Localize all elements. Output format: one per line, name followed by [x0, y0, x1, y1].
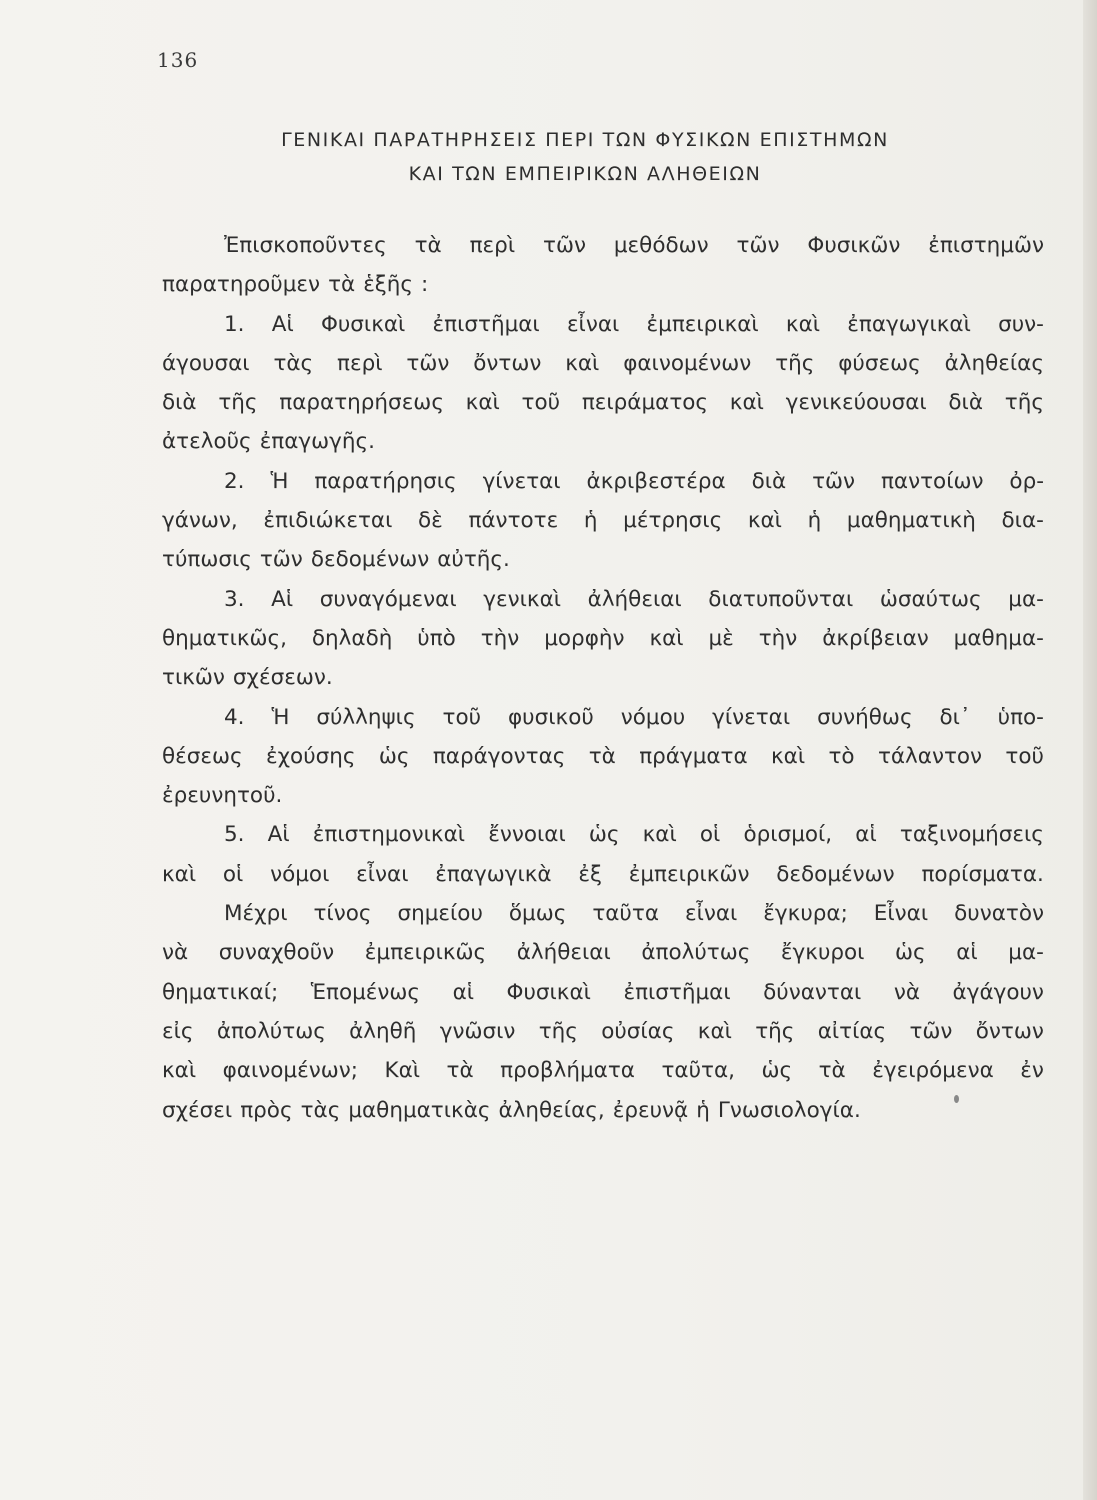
chapter-heading-line-1: ΓΕΝΙΚΑΙ ΠΑΡΑΤΗΡΗΣΕΙΣ ΠΕΡΙ ΤΩΝ ΦΥΣΙΚΩΝ ΕΠΙΣΤΗΜΩΝ — [281, 129, 889, 151]
page-number: 136 — [157, 48, 199, 72]
text-line: παρατηροῦμεν τὰ ἑξῆς : — [162, 272, 429, 298]
text-line: Ἐπισκοποῦντες τὰ περὶ τῶν μεθόδων τῶν Φυσικῶν ἐπιστημῶν — [224, 233, 1044, 258]
text-line: σχέσει πρὸς τὰς μαθηματικὰς ἀληθείας, ἐρευνᾷ ἡ Γνωσιολογία. — [162, 1097, 861, 1123]
text-line: θηματικαί; Ἑπομένως αἱ Φυσικαὶ ἐπιστῆμαι δύνανται νὰ ἀγάγουν — [162, 979, 1044, 1005]
text-line: θηματικῶς, δηλαδὴ ὑπὸ τὴν μορφὴν καὶ μὲ τὴν ἀκρίβειαν μαθημα- — [162, 625, 1044, 651]
text-line: τικῶν σχέσεων. — [162, 665, 333, 691]
chapter-heading-line-2: ΚΑΙ ΤΩΝ ΕΜΠΕΙΡΙΚΩΝ ΑΛΗΘΕΙΩΝ — [408, 163, 762, 185]
text-line: ἀτελοῦς ἐπαγωγῆς. — [162, 429, 375, 455]
text-line: νὰ συναχθοῦν ἐμπειρικῶς ἀλήθειαι ἀπολύτως ἔγκυροι ὡς αἱ μα- — [162, 940, 1044, 966]
body-text — [162, 226, 1044, 1130]
text-line: γάνων, ἐπιδιώκεται δὲ πάντοτε ἡ μέτρησις καὶ ἡ μαθηματικὴ δια- — [162, 508, 1044, 534]
text-line: 1. Αἱ Φυσικαὶ ἐπιστῆμαι εἶναι ἐμπειρικαὶ καὶ ἐπαγωγικαὶ συν- — [224, 311, 1044, 337]
text-line: καὶ φαινομένων; Καὶ τὰ προβλήματα ταῦτα, ὡς τὰ ἐγειρόμενα ἐν — [162, 1058, 1044, 1084]
text-line: εἰς ἀπολύτως ἀληθῆ γνῶσιν τῆς οὐσίας καὶ τῆς αἰτίας τῶν ὄντων — [162, 1018, 1044, 1044]
text-line: Μέχρι τίνος σημείου ὅμως ταῦτα εἶναι ἔγκυρα; Εἶναι δυνατὸν — [224, 901, 1044, 927]
text-line: διὰ τῆς παρατηρήσεως καὶ τοῦ πειράματος καὶ γενικεύουσαι διὰ τῆς — [162, 390, 1044, 416]
text-line: ἐρευνητοῦ. — [162, 783, 283, 809]
text-line: καὶ οἱ νόμοι εἶναι ἐπαγωγικὰ ἐξ ἐμπειρικῶν δεδομένων πορίσματα. — [162, 861, 1044, 887]
text-line: τύπωσις τῶν δεδομένων αὐτῆς. — [162, 547, 510, 573]
ink-speck — [954, 1095, 959, 1103]
text-line: 3. Αἱ συναγόμεναι γενικαὶ ἀλήθειαι διατυποῦνται ὡσαύτως μα- — [224, 586, 1044, 612]
text-line: άγουσαι τὰς περὶ τῶν ὄντων καὶ φαινομένων τῆς φύσεως ἀληθείας — [162, 350, 1044, 376]
text-line: θέσεως ἐχούσης ὡς παράγοντας τὰ πράγματα καὶ τὸ τάλαντον τοῦ — [162, 743, 1044, 769]
text-line: 4. Ἡ σύλληψις τοῦ φυσικοῦ νόμου γίνεται συνήθως δι᾿ ὑπο- — [224, 704, 1044, 730]
text-line: 5. Αἱ ἐπιστημονικαὶ ἔννοιαι ὡς καὶ οἱ ὁρισμοί, αἱ ταξινομήσεις — [224, 822, 1044, 848]
text-line: 2. Ἡ παρατήρησις γίνεται ἀκριβεστέρα διὰ τῶν παντοίων ὀρ- — [224, 468, 1044, 494]
page-binding-edge — [1083, 0, 1097, 1500]
